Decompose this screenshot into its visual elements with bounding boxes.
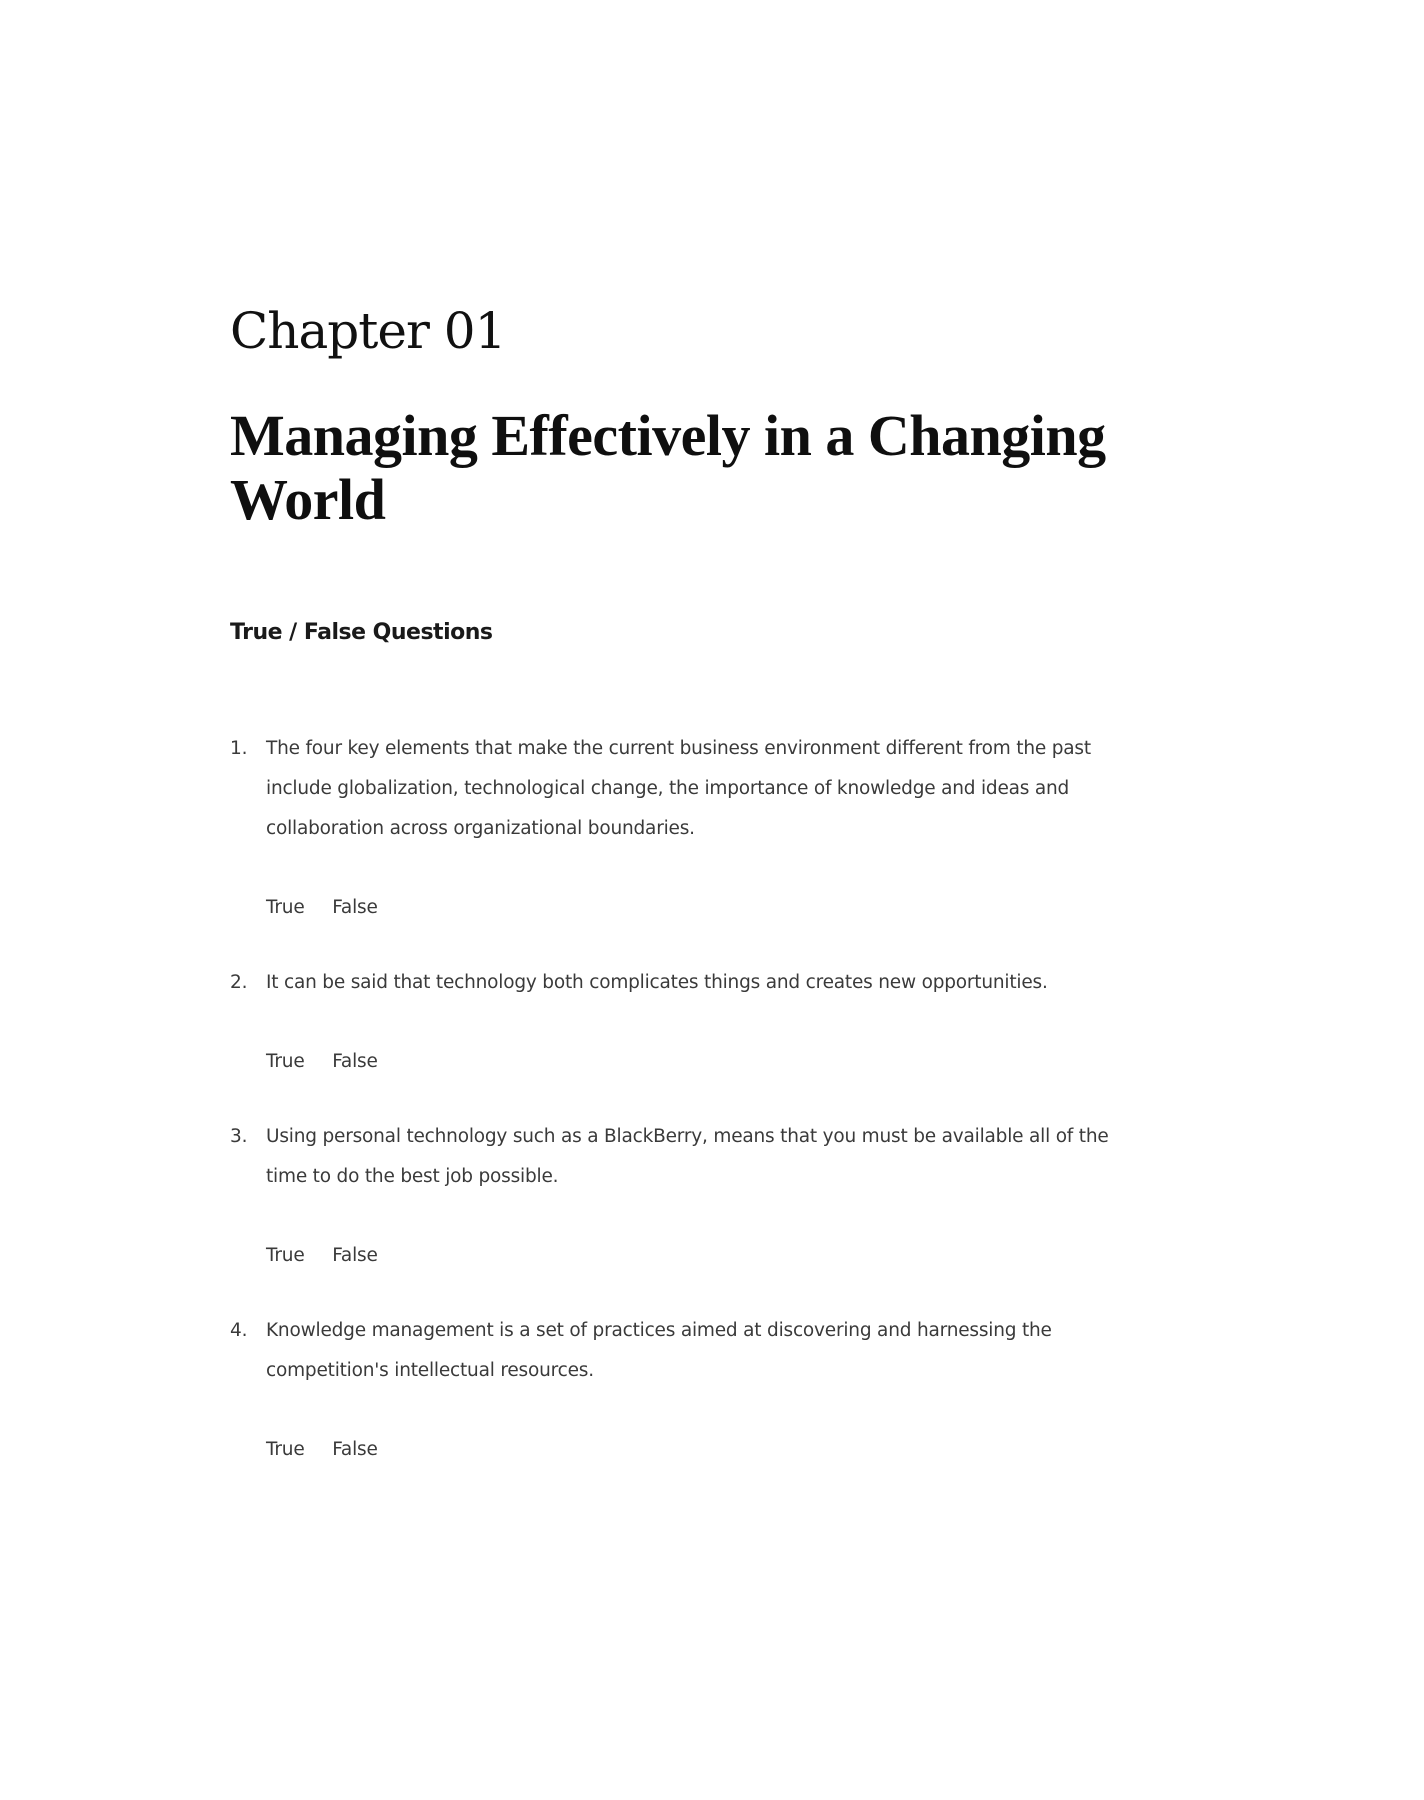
question-list [230, 729, 1130, 1505]
question-text: Knowledge management is a set of practices aimed at discovering and harnessing the competition's intellectual resources. [266, 1320, 1052, 1381]
question-item [230, 1311, 1130, 1470]
answer-false[interactable]: False [332, 1439, 378, 1460]
answer-false[interactable]: False [332, 897, 378, 918]
question-text: It can be said that technology both complicates things and creates new opportunities. [266, 972, 1048, 993]
answer-true[interactable]: True [266, 897, 305, 918]
chapter-label: Chapter 01 [230, 302, 506, 360]
answer-options [266, 1042, 1130, 1082]
answer-false[interactable]: False [332, 1051, 378, 1072]
question-item [230, 1117, 1130, 1276]
answer-true[interactable]: True [266, 1051, 305, 1072]
question-item [230, 963, 1130, 1082]
question-number: 2. [230, 972, 248, 993]
answer-options [266, 1236, 1130, 1276]
answer-false[interactable]: False [332, 1245, 378, 1266]
answer-true[interactable]: True [266, 1245, 305, 1266]
answer-options [266, 1430, 1130, 1470]
chapter-title: Managing Effectively in a Changing World [230, 403, 1106, 532]
answer-options [266, 888, 1130, 928]
question-number: 3. [230, 1126, 248, 1147]
section-title: True / False Questions [230, 620, 493, 645]
question-item [230, 729, 1130, 928]
question-text: The four key elements that make the current business environment different from the past include globalization, technological change, the importance of knowledge and ideas and collaboration across organizational boundaries. [266, 738, 1091, 839]
question-text: Using personal technology such as a BlackBerry, means that you must be available all of the time to do the best job possible. [266, 1126, 1109, 1187]
answer-true[interactable]: True [266, 1439, 305, 1460]
question-number: 1. [230, 738, 248, 759]
question-number: 4. [230, 1320, 248, 1341]
